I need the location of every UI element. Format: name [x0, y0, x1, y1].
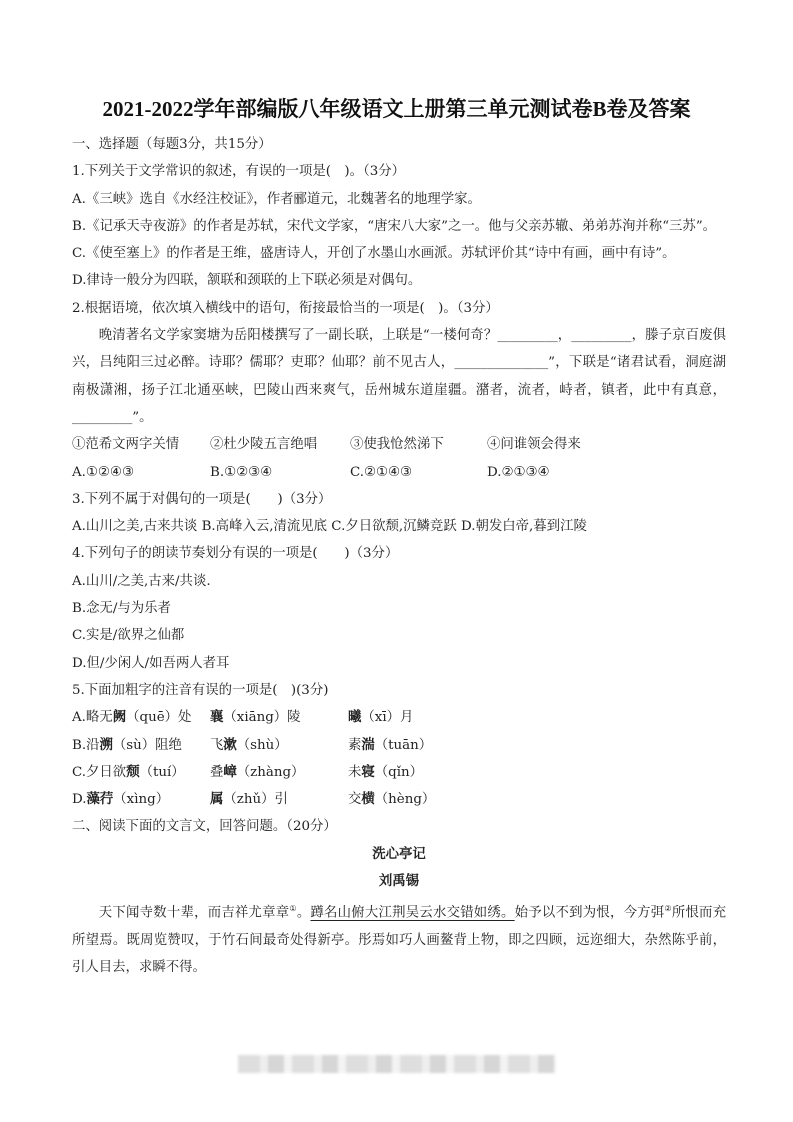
section-heading-reading: 二、阅读下面的文言文，回答问题。（20分）	[72, 819, 337, 835]
question-2-item: ①范希文两字关情	[72, 437, 180, 453]
question-1-option-c: C.《使至塞上》的作者是王维，盛唐诗人，开创了水墨山水画派。苏轼评价其“诗中有画，画中有诗”。	[72, 246, 676, 262]
footnote-marker: ②	[664, 904, 672, 914]
footnote-marker: ①	[289, 904, 297, 914]
question-1-option-b: B.《记承天寺夜游》的作者是苏轼，宋代文学家，“唐宋八大家”之一。他与父亲苏辙、弟弟苏洵并称“三苏”。	[72, 218, 717, 234]
question-2-item: ②杜少陵五言绝唱	[210, 437, 318, 453]
pinyin-cell: 曦（xī）月	[348, 709, 414, 726]
document-body	[72, 131, 726, 982]
question-2-stem: 2.根据语境，依次填入横线中的语句，衔接最恰当的一项是( )。（3分）	[72, 300, 499, 316]
question-4-option-c: C.实是/欲界之仙都	[72, 628, 185, 644]
question-1-option-a: A.《三峡》选自《水经注校证》，作者郦道元，北魏著名的地理学家。	[72, 191, 481, 207]
question-2-passage: 晚清著名文学家窦塘为岳阳楼撰写了一副长联，上联是“一楼何奇？_________，_________，滕子京百废俱兴，吕纯阳三过必醉。诗耶？儒耶？吏耶？仙耶？前不见古人，______________”，下联是“诸君试看，洞庭湖南极潇湘，扬子江北通巫峡，巴陵山西来爽气，岳州城东道崖疆。潴者，流者，峙者，镇者，此中有真意，_________”。	[72, 328, 726, 425]
question-3-stem: 3.下列不属于对偶句的一项是( )（3分）	[72, 491, 332, 507]
pinyin-cell: 未寝（qǐn）	[348, 763, 424, 780]
question-4-option-b: B.念无/与为乐者	[72, 601, 171, 617]
question-2-item: ③使我怆然涕下	[350, 437, 444, 453]
question-2-option: C.②①④③	[350, 464, 413, 480]
pinyin-cell: C.夕日欲颓（tuí）	[72, 763, 185, 780]
question-4-option-d: D.但/少闲人/如吾两人者耳	[72, 655, 230, 671]
question-2-items	[72, 431, 726, 458]
question-5-row-d	[72, 786, 726, 813]
question-5-row-a	[72, 704, 726, 731]
underlined-sentence: 蹲名山俯大江荆吴云水交错如绣。	[310, 905, 515, 921]
question-5-row-c	[72, 759, 726, 786]
page-title: 2021-2022学年部编版八年级语文上册第三单元测试卷B卷及答案	[102, 97, 691, 121]
pinyin-cell: A.略无阙（quē）处	[72, 709, 192, 726]
question-3-options: A.山川之美,古来共谈 B.高峰入云,清流见底 C.夕日欲颓,沉鳞竞跃 D.朝发白帝,暮到江陵	[72, 519, 587, 535]
pinyin-cell: 飞漱（shù）	[210, 736, 288, 753]
pinyin-cell: 襄（xiāng）陵	[210, 709, 301, 726]
question-5-row-b	[72, 732, 726, 759]
section-heading-choice: 一、选择题（每题3分，共15分）	[72, 137, 272, 152]
question-1-option-d: D.律诗一般分为四联，颔联和颈联的上下联必须是对偶句。	[72, 273, 422, 289]
question-2-option: D.②①③④	[487, 464, 550, 480]
question-2-option: B.①②③④	[210, 464, 273, 480]
blurred-footer-watermark	[238, 1055, 556, 1073]
question-5-stem: 5.下面加粗字的注音有误的一项是( )(3分)	[72, 682, 329, 698]
pinyin-cell: D.藻荇（xìng）	[72, 791, 170, 808]
reading-author: 刘禹锡	[378, 873, 420, 890]
pinyin-cell: 交横（hèng）	[348, 791, 436, 808]
question-2-option: A.①②④③	[72, 464, 134, 480]
question-2-item: ④问谁领会得来	[487, 437, 581, 453]
reading-title: 洗心亭记	[372, 845, 426, 862]
pinyin-cell: B.沿溯（sù）阻绝	[72, 736, 182, 753]
pinyin-cell: 属（zhǔ）引	[210, 791, 288, 808]
question-4-stem: 4.下列句子的朗读节奏划分有误的一项是( )（3分）	[72, 546, 399, 562]
pinyin-cell: 素湍（tuān）	[348, 736, 433, 753]
question-1-stem: 1.下列关于文学常识的叙述，有误的一项是( )。（3分）	[72, 164, 406, 180]
question-2-options	[72, 459, 726, 486]
reading-paragraph: 天下闻寺数十辈，而吉祥尤章章①。蹲名山俯大江荆吴云水交错如绣。始予以不到为恨，今方弭②所恨而充所望焉。既周览赞叹，于竹石间最奇处得新亭。彤焉如巧人画鳌背上物，即之四顾，远迩细大，杂然陈乎前，引人目去，求瞬不得。	[72, 904, 727, 976]
question-4-option-a: A.山川/之美,古来/共谈.	[72, 573, 211, 589]
pinyin-cell: 叠嶂（zhàng）	[210, 763, 305, 780]
